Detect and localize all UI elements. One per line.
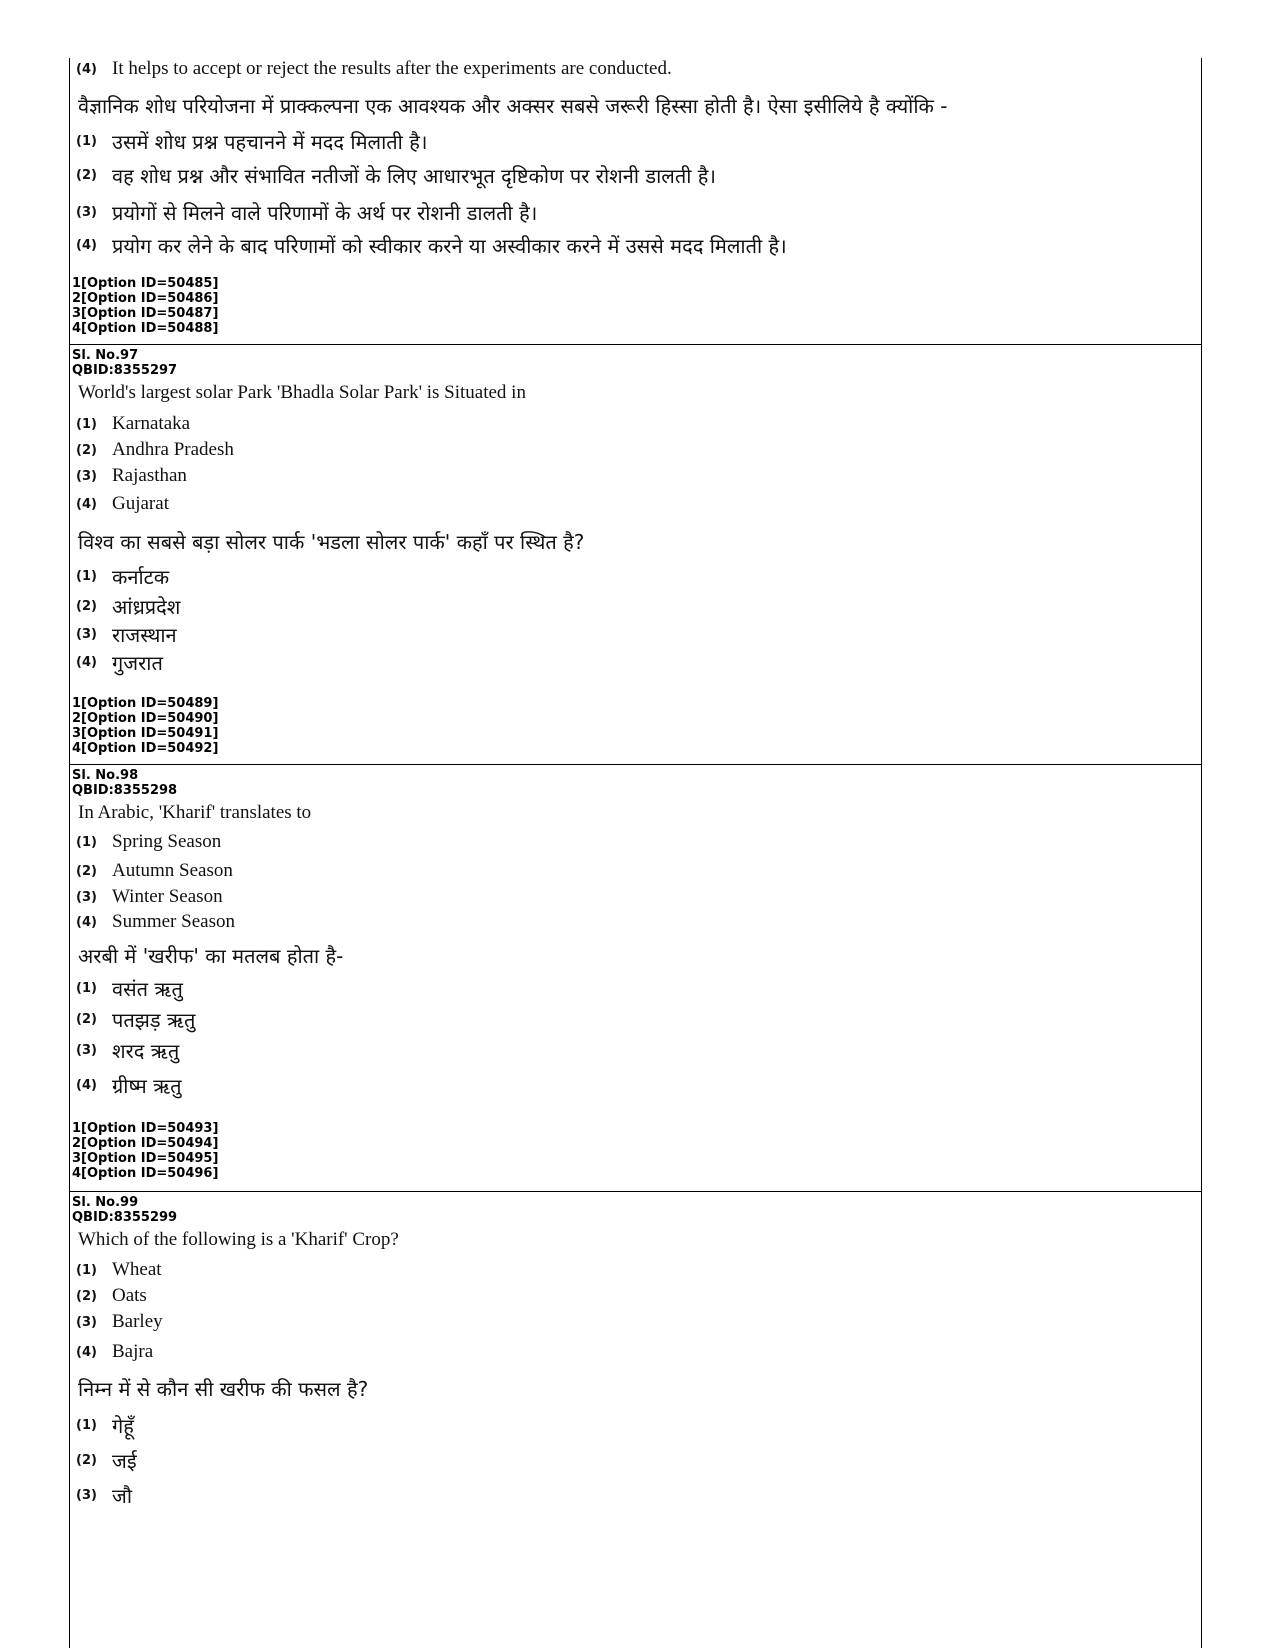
option-ids: 1[Option ID=50493] 2[Option ID=50494] 3[Option ID=50495] 4[Option ID=50496]	[72, 1121, 219, 1181]
option-3-hi: (3) प्रयोगों से मिलने वाले परिणामों के अर्थ पर रोशनी डालती है।	[76, 201, 538, 225]
serial-number: Sl. No.98	[72, 768, 139, 783]
question-98	[70, 765, 1201, 1191]
option-4-en: (4) It helps to accept or reject the results after the experiments are conducted.	[76, 58, 672, 79]
option-3-en: (3) Rajasthan	[76, 465, 187, 486]
option-number: (3)	[76, 205, 97, 220]
option-ids: 1[Option ID=50489] 2[Option ID=50490] 3[Option ID=50491] 4[Option ID=50492]	[72, 696, 219, 756]
option-number: (4)	[76, 1344, 97, 1360]
option-number: (1)	[76, 416, 97, 432]
option-1-en: (1) Karnataka	[76, 413, 191, 434]
option-2-en: (2) Andhra Pradesh	[76, 439, 234, 460]
option-4-hi: (4) ग्रीष्म ऋतु	[76, 1074, 182, 1098]
question-text-english: World's largest solar Park 'Bhadla Solar Park' is Situated in	[78, 382, 526, 403]
question-99	[70, 1192, 1201, 1648]
question-paper-frame	[69, 58, 1202, 1648]
option-2-hi: (2) जई	[76, 1449, 137, 1473]
option-number: (2)	[76, 1288, 97, 1304]
option-4-en: (4) Summer Season	[76, 911, 235, 932]
question-text-english: In Arabic, 'Kharif' translates to	[78, 802, 312, 823]
option-2-en: (2) Autumn Season	[76, 860, 233, 881]
option-4-hi: (4) गुजरात	[76, 651, 163, 675]
qbid: QBID:8355299	[72, 1210, 178, 1225]
option-4-en: (4) Gujarat	[76, 493, 169, 514]
option-number: (4)	[76, 1078, 97, 1093]
option-number: (4)	[76, 914, 97, 930]
option-number: (2)	[76, 599, 97, 614]
option-1-hi: (1) वसंत ऋतु	[76, 977, 183, 1001]
question-96-continuation	[70, 58, 1201, 344]
option-1-hi: (1) उसमें शोध प्रश्न पहचानने में मदद मिलाती है।	[76, 130, 428, 154]
option-3-en: (3) Winter Season	[76, 886, 223, 907]
option-number: (4)	[76, 655, 97, 670]
option-number: (3)	[76, 889, 97, 905]
option-1-en: (1) Spring Season	[76, 831, 222, 852]
option-3-hi: (3) राजस्थान	[76, 623, 177, 647]
option-number: (2)	[76, 863, 97, 879]
question-header	[72, 348, 177, 378]
question-text-english: Which of the following is a 'Kharif' Crop?	[78, 1229, 399, 1250]
option-number: (2)	[76, 1453, 97, 1468]
option-number: (2)	[76, 1012, 97, 1027]
option-number: (1)	[76, 1418, 97, 1433]
option-3-hi: (3) जौ	[76, 1484, 133, 1508]
serial-number: Sl. No.99	[72, 1195, 139, 1210]
option-2-hi: (2) पतझड़ ऋतु	[76, 1008, 196, 1032]
question-text-hindi: वैज्ञानिक शोध परियोजना में प्राक्कल्पना एक आवश्यक और अक्सर सबसे जरूरी हिस्सा होती है। ऐसा इसीलिये है क्योंकि -	[78, 94, 948, 118]
option-4-en: (4) Bajra	[76, 1341, 154, 1362]
question-text-hindi: अरबी में 'खरीफ' का मतलब होता है-	[78, 944, 344, 968]
option-number: (4)	[76, 238, 97, 253]
question-header	[72, 768, 177, 798]
question-text-hindi: विश्व का सबसे बड़ा सोलर पार्क 'भडला सोलर पार्क' कहाँ पर स्थित है?	[78, 530, 585, 554]
qbid: QBID:8355298	[72, 783, 178, 798]
option-number: (1)	[76, 981, 97, 996]
option-number: (2)	[76, 442, 97, 458]
option-number: (1)	[76, 1262, 97, 1278]
option-number: (4)	[76, 61, 97, 77]
option-number: (3)	[76, 468, 97, 484]
option-3-en: (3) Barley	[76, 1311, 163, 1332]
serial-number: Sl. No.97	[72, 348, 139, 363]
qbid: QBID:8355297	[72, 363, 178, 378]
option-1-en: (1) Wheat	[76, 1259, 162, 1280]
option-number: (1)	[76, 834, 97, 850]
question-text-hindi: निम्न में से कौन सी खरीफ की फसल है?	[78, 1377, 369, 1401]
option-number: (2)	[76, 168, 97, 183]
option-number: (1)	[76, 134, 97, 149]
option-number: (3)	[76, 627, 97, 642]
option-4-hi: (4) प्रयोग कर लेने के बाद परिणामों को स्वीकार करने या अस्वीकार करने में उससे मदद मिलाती है।	[76, 234, 787, 258]
option-3-hi: (3) शरद ऋतु	[76, 1039, 180, 1063]
option-2-en: (2) Oats	[76, 1285, 147, 1306]
option-number: (3)	[76, 1488, 97, 1503]
option-ids: 1[Option ID=50485] 2[Option ID=50486] 3[Option ID=50487] 4[Option ID=50488]	[72, 276, 219, 336]
question-97	[70, 345, 1201, 765]
option-1-hi: (1) गेहूँ	[76, 1414, 134, 1438]
option-number: (3)	[76, 1314, 97, 1330]
option-1-hi: (1) कर्नाटक	[76, 565, 170, 589]
option-2-hi: (2) आंध्रप्रदेश	[76, 595, 181, 619]
question-header	[72, 1195, 177, 1225]
option-number: (4)	[76, 496, 97, 512]
option-number: (3)	[76, 1043, 97, 1058]
option-2-hi: (2) वह शोध प्रश्न और संभावित नतीजों के लिए आधारभूत दृष्टिकोण पर रोशनी डालती है।	[76, 164, 716, 188]
option-number: (1)	[76, 569, 97, 584]
